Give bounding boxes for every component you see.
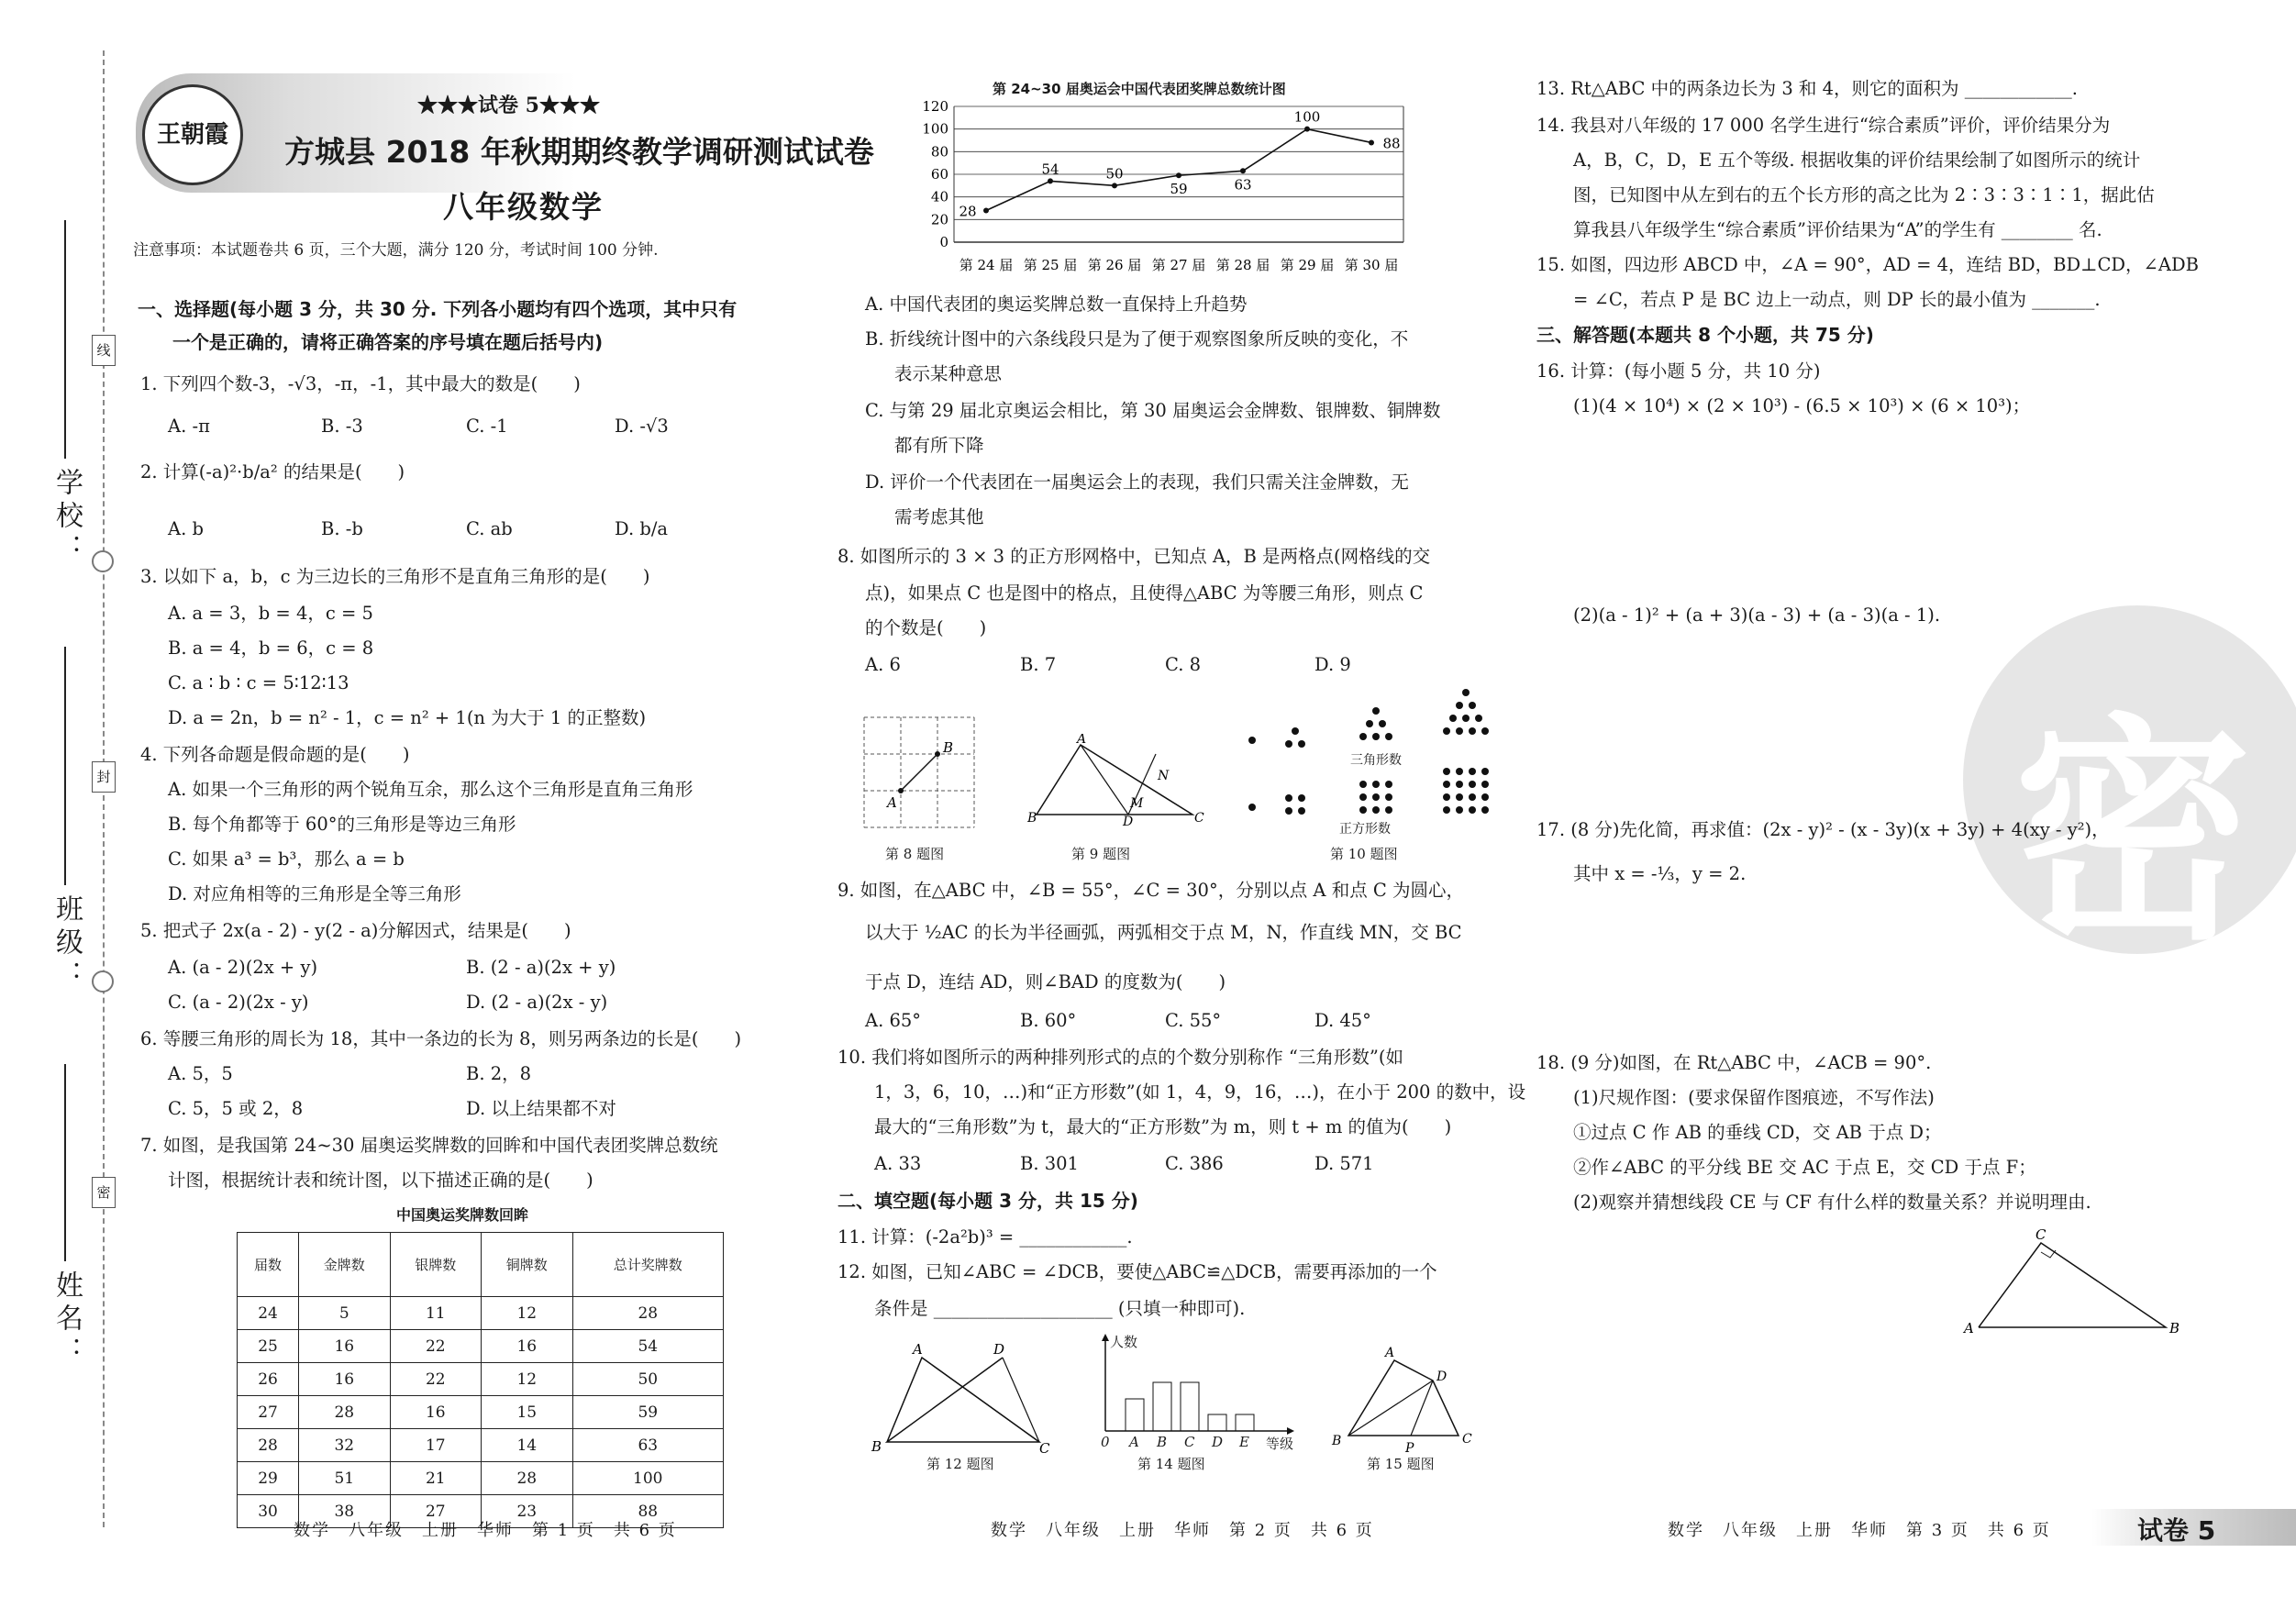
svg-text:D: D xyxy=(1123,815,1134,826)
svg-text:B: B xyxy=(2169,1320,2180,1335)
svg-text:A: A xyxy=(1964,1320,1974,1335)
exam-notice: 注意事项：本试题卷共 6 页，三个大题，满分 120 分，考试时间 100 分钟. xyxy=(133,241,659,260)
medal-table-cell: 88 xyxy=(572,1495,723,1528)
chart-x-tick-label: 第 30 届 xyxy=(1344,257,1399,273)
medal-table-header: 银牌数 xyxy=(390,1233,482,1297)
q7-option-c[interactable]: C. 与第 29 届北京奥运会相比，第 30 届奥运会金牌数、银牌数、铜牌数 xyxy=(865,400,1441,421)
medal-table-cell: 29 xyxy=(238,1462,299,1495)
q6-option-d[interactable]: D. 以上结果都不对 xyxy=(466,1098,616,1119)
q10-option-b[interactable]: B. 301 xyxy=(1020,1153,1079,1174)
chart-title: 第 24~30 届奥运会中国代表团奖牌总数统计图 xyxy=(993,81,1286,97)
figure-14-cat-e: E xyxy=(1239,1434,1249,1450)
svg-text:C: C xyxy=(1039,1440,1050,1457)
q7-stem: 7. 如图，是我国第 24~30 届奥运奖牌数的回眸和中国代表团奖牌总数统 xyxy=(140,1135,718,1156)
seal-word-line: 线 xyxy=(92,335,116,366)
medal-table-cell: 16 xyxy=(482,1330,573,1363)
q10-option-d[interactable]: D. 571 xyxy=(1314,1153,1374,1174)
class-fill-line[interactable] xyxy=(64,647,66,885)
q13-stem: 13. Rt△ABC 中的两条边长为 3 和 4，则它的面积为 ____________. xyxy=(1536,78,2078,99)
q9-stem-1: 9. 如图，在△ABC 中，∠B = 55°，∠C = 30°，分别以点 A 和点 C 为圆心， xyxy=(837,880,1465,901)
chart-y-tick-label: 120 xyxy=(922,99,948,115)
medal-table-row xyxy=(238,1363,724,1396)
q18-line-1: 18. (9 分)如图，在 Rt△ABC 中，∠ACB = 90°. xyxy=(1536,1052,1932,1073)
q14-line-1: 14. 我县对八年级的 17 000 名学生进行“综合素质”评价，评价结果分为 xyxy=(1536,115,2111,136)
medal-table-cell: 12 xyxy=(482,1297,573,1330)
chart-point xyxy=(1369,139,1374,145)
q18-line-4: ②作∠ABC 的平分线 BE 交 AC 于点 E，交 CD 于点 F； xyxy=(1573,1157,2036,1178)
chart-point xyxy=(983,207,989,213)
figure-14-x-label: 等级 xyxy=(1266,1436,1294,1452)
svg-text:B: B xyxy=(1332,1434,1342,1448)
chart-point xyxy=(1112,183,1117,188)
medal-table-cell: 16 xyxy=(299,1330,391,1363)
medal-table-cell: 28 xyxy=(238,1429,299,1462)
figure-14-y-label: 人数 xyxy=(1110,1334,1138,1350)
medal-table-row xyxy=(238,1330,724,1363)
chart-data-label: 28 xyxy=(959,203,977,220)
medal-table-cell: 15 xyxy=(482,1396,573,1429)
binding-ring xyxy=(92,550,114,572)
medal-table-cell: 5 xyxy=(299,1297,391,1330)
medal-table-cell: 50 xyxy=(572,1363,723,1396)
q18-line-3: ①过点 C 作 AB 的垂线 CD，交 AB 于点 D； xyxy=(1573,1122,1942,1143)
medal-table-cell: 14 xyxy=(482,1429,573,1462)
q4-option-c[interactable]: C. 如果 a³ = b³，那么 a = b xyxy=(168,848,405,870)
watermark-text: 密 xyxy=(2013,695,2252,972)
svg-text:C: C xyxy=(2035,1226,2046,1243)
chart-x-tick-label: 第 28 届 xyxy=(1215,257,1270,273)
q4-option-a[interactable]: A. 如果一个三角形的两个锐角互余，那么这个三角形是直角三角形 xyxy=(168,779,693,800)
q9-option-b[interactable]: B. 60° xyxy=(1020,1010,1077,1031)
q18-line-2: (1)尺规作图：(要求保留作图痕迹，不写作法) xyxy=(1573,1087,1935,1108)
footer-page-2: 数学 八年级 上册 华师 第 2 页 共 6 页 xyxy=(991,1521,1374,1540)
figure-15-caption: 第 15 题图 xyxy=(1367,1456,1435,1472)
q16-part-2: (2)(a - 1)² + (a + 3)(a - 3) + (a - 3)(a - 1). xyxy=(1573,604,1941,626)
q9-option-a[interactable]: A. 65° xyxy=(865,1010,922,1031)
figure-14-cat-b: B xyxy=(1157,1434,1168,1450)
q8-option-b[interactable]: B. 7 xyxy=(1020,654,1057,675)
svg-text:C: C xyxy=(1462,1432,1472,1447)
q7-stem-2: 计图，根据统计表和统计图，以下描述正确的是( ) xyxy=(168,1170,593,1191)
q10-option-a[interactable]: A. 33 xyxy=(874,1153,922,1174)
figure-18-right-triangle xyxy=(1958,1225,2188,1335)
chart-y-ticks xyxy=(922,99,948,250)
chart-x-tick-label: 第 25 届 xyxy=(1023,257,1078,273)
brand-logo-text: 王朝霞 xyxy=(156,121,228,149)
q3-option-c[interactable]: C. a ∶ b ∶ c = 5∶12∶13 xyxy=(168,672,349,693)
medal-table-row xyxy=(238,1462,724,1495)
q4-option-d[interactable]: D. 对应角相等的三角形是全等三角形 xyxy=(168,883,461,904)
q10-stem-2: 1，3，6，10，…)和“正方形数”(如 1，4，9，16，…)，在小于 200 的数中，设 xyxy=(874,1081,1526,1103)
svg-text:A: A xyxy=(1385,1346,1395,1360)
medal-table-header: 金牌数 xyxy=(299,1233,391,1297)
class-label: 班级： xyxy=(50,894,83,993)
school-fill-line[interactable] xyxy=(64,220,66,459)
chart-point xyxy=(1048,178,1053,183)
q7-option-c-cont: 都有所下降 xyxy=(894,435,984,456)
chart-x-tick-label: 第 26 届 xyxy=(1087,257,1142,273)
q1-stem: 1. 下列四个数-3，-√3，-π，-1，其中最大的数是( ) xyxy=(140,373,581,394)
medal-table-cell: 11 xyxy=(390,1297,482,1330)
medal-table-cell: 26 xyxy=(238,1363,299,1396)
q5-option-b[interactable]: B. (2 - a)(2x + y) xyxy=(466,957,616,978)
medal-line-chart xyxy=(908,99,1422,283)
medal-table-cell: 24 xyxy=(238,1297,299,1330)
svg-text:M: M xyxy=(1130,796,1144,811)
figure-12-caption: 第 12 题图 xyxy=(926,1456,994,1472)
q7-option-d[interactable]: D. 评价一个代表团在一届奥运会上的表现，我们只需关注金牌数，无 xyxy=(865,471,1409,493)
chart-y-tick-label: 60 xyxy=(930,166,948,183)
figure-14-cat-d: D xyxy=(1212,1434,1224,1450)
figure-14-cat-0: 0 xyxy=(1101,1434,1110,1450)
medal-table-header: 届数 xyxy=(238,1233,299,1297)
q11-stem: 11. 计算：(-2a²b)³ = ____________. xyxy=(837,1226,1133,1248)
medal-table-row xyxy=(238,1297,724,1330)
seal-word-seal: 封 xyxy=(92,761,116,793)
figure-12 xyxy=(867,1339,1050,1458)
figure-15-quadrilateral xyxy=(1330,1344,1481,1458)
q10-stem-1: 10. 我们将如图所示的两种排列形式的点的个数分别称作 “三角形数”(如 xyxy=(837,1047,1403,1068)
medal-table-header: 总计奖牌数 xyxy=(572,1233,723,1297)
figure-14-cat-a: A xyxy=(1129,1434,1139,1450)
medal-table-cell: 21 xyxy=(390,1462,482,1495)
figure-8-caption: 第 8 题图 xyxy=(885,846,945,862)
q8-stem-2: 点)，如果点 C 也是图中的格点，且使得△ABC 为等腰三角形，则点 C xyxy=(865,582,1424,604)
svg-text:C: C xyxy=(1194,811,1204,826)
chart-y-tick-label: 0 xyxy=(939,234,948,250)
q15-line-2: = ∠C，若点 P 是 BC 边上一动点，则 DP 长的最小值为 _______. xyxy=(1573,289,2101,310)
svg-text:A: A xyxy=(913,1341,923,1358)
q9-option-d[interactable]: D. 45° xyxy=(1314,1010,1371,1031)
chart-data-label: 50 xyxy=(1105,165,1124,183)
medal-table-cell: 54 xyxy=(572,1330,723,1363)
q16-part-1: (1)(4 × 10⁴) × (2 × 10³) - (6.5 × 10³) × (6 × 10³)； xyxy=(1573,395,2031,416)
medal-table-cell: 38 xyxy=(299,1495,391,1528)
figure-8-grid xyxy=(862,715,982,835)
q10-stem-3: 最大的“三角形数”为 t，最大的“正方形数”为 m，则 t + m 的值为( ) xyxy=(874,1116,1452,1137)
chart-y-tick-label: 20 xyxy=(930,211,948,228)
q5-option-d[interactable]: D. (2 - a)(2x - y) xyxy=(466,992,608,1013)
school-label: 学校： xyxy=(50,468,83,567)
brand-logo xyxy=(142,84,243,185)
chart-x-tick-label: 第 24 届 xyxy=(959,257,1014,273)
chart-x-ticks xyxy=(959,257,1399,273)
medal-table-cell: 23 xyxy=(482,1495,573,1528)
medal-table-header: 铜牌数 xyxy=(482,1233,573,1297)
q6-option-c[interactable]: C. 5，5 或 2，8 xyxy=(168,1098,304,1119)
q3-option-b[interactable]: B. a = 4，b = 6，c = 8 xyxy=(168,638,374,659)
q5-option-c[interactable]: C. (a - 2)(2x - y) xyxy=(168,992,309,1013)
q1-option-b[interactable]: B. -3 xyxy=(321,416,363,437)
q8-stem-3: 的个数是( ) xyxy=(865,617,987,638)
section-1-title: 一、选择题(每小题 3 分，共 30 分. 下列各小题均有四个选项，其中只有 xyxy=(138,298,738,320)
q6-option-b[interactable]: B. 2，8 xyxy=(466,1063,532,1084)
svg-text:D: D xyxy=(1436,1370,1447,1384)
medal-table-cell: 27 xyxy=(390,1495,482,1528)
medal-table-cell: 32 xyxy=(299,1429,391,1462)
q18-line-5: (2)观察并猜想线段 CE 与 CF 有什么样的数量关系？并说明理由. xyxy=(1573,1192,2091,1213)
chart-y-tick-label: 100 xyxy=(922,120,948,138)
medal-table-cell: 27 xyxy=(238,1396,299,1429)
medal-table-cell: 25 xyxy=(238,1330,299,1363)
medal-table-cell: 16 xyxy=(299,1363,391,1396)
q7-option-b-cont: 表示某种意思 xyxy=(894,363,1003,384)
section-2-title: 二、填空题(每小题 3 分，共 15 分) xyxy=(837,1190,1138,1212)
q5-stem: 5. 把式子 2x(a - 2) - y(2 - a)分解因式，结果是( ) xyxy=(140,920,571,941)
q2-option-a[interactable]: A. b xyxy=(168,518,204,539)
figure-10-caption: 第 10 题图 xyxy=(1330,846,1398,862)
q2-option-c[interactable]: C. ab xyxy=(466,518,513,539)
q2-option-d[interactable]: D. b/a xyxy=(615,518,669,539)
exam-badge: ★★★试卷 5★★★ xyxy=(417,94,600,117)
q8-stem-1: 8. 如图所示的 3 × 3 的正方形网格中，已知点 A，B 是两格点(网格线的交 xyxy=(837,546,1431,567)
medal-table-cell: 22 xyxy=(390,1330,482,1363)
svg-text:D: D xyxy=(993,1341,1005,1358)
medal-table xyxy=(237,1232,724,1528)
medal-table-row xyxy=(238,1396,724,1429)
chart-data-label: 100 xyxy=(1293,108,1321,126)
q12-stem-2: 条件是 ____________________ (只填一种即可). xyxy=(874,1298,1246,1319)
medal-table-cell: 51 xyxy=(299,1462,391,1495)
chart-point xyxy=(1304,127,1310,132)
svg-text:B: B xyxy=(871,1438,882,1455)
q6-stem: 6. 等腰三角形的周长为 18，其中一条边的长为 8，则另两条边的长是( ) xyxy=(140,1028,742,1049)
q17-stem-1: 17. (8 分)先化简，再求值：(2x - y)² - (x - 3y)(x + 3y) + 4(xy - y²)， xyxy=(1536,819,2110,840)
medal-table-cell: 30 xyxy=(238,1495,299,1528)
q2-option-b[interactable]: B. -b xyxy=(321,518,363,539)
footer-page-3: 数学 八年级 上册 华师 第 3 页 共 6 页 xyxy=(1668,1521,2051,1540)
seal-word-secret: 密 xyxy=(92,1177,116,1208)
q1-option-c[interactable]: C. -1 xyxy=(466,416,508,437)
svg-text:P: P xyxy=(1405,1441,1414,1456)
chart-point xyxy=(1176,172,1181,178)
q1-option-a[interactable]: A. -π xyxy=(168,416,210,437)
q8-option-d[interactable]: D. 9 xyxy=(1314,654,1351,675)
section-3-title: 三、解答题(本题共 8 个小题，共 75 分) xyxy=(1536,324,1874,346)
q14-line-4: 算我县八年级学生“综合素质”评价结果为“A”的学生有 ________ 名. xyxy=(1573,219,2102,240)
medal-table-cell: 59 xyxy=(572,1396,723,1429)
subject-title: 八年级数学 xyxy=(443,189,604,225)
q17-stem-2: 其中 x = -⅓，y = 2. xyxy=(1573,863,1747,884)
svg-text:B: B xyxy=(1027,811,1037,826)
exam-title: 方城县 2018 年秋期期终教学调研测试试卷 xyxy=(284,134,874,170)
chart-data-label: 63 xyxy=(1234,176,1252,194)
chart-data-label: 54 xyxy=(1041,161,1059,178)
figure-10-square-label: 正方形数 xyxy=(1339,822,1391,837)
q14-line-3: 图，已知图中从左到右的五个长方形的高之比为 2∶3∶3∶1∶1，据此估 xyxy=(1573,184,2155,205)
medal-table-cell: 12 xyxy=(482,1363,573,1396)
medal-table-cell: 17 xyxy=(390,1429,482,1462)
q3-stem: 3. 以如下 a，b，c 为三边长的三角形不是直角三角形的是( ) xyxy=(140,566,650,587)
chart-y-tick-label: 40 xyxy=(930,188,948,205)
svg-text:N: N xyxy=(1158,769,1170,783)
figure-9-caption: 第 9 题图 xyxy=(1071,846,1131,862)
q14-line-2: A，B，C，D，E 五个等级. 根据收集的评价结果绘制了如图所示的统计 xyxy=(1573,150,2141,171)
q9-stem-2: 以大于 ½AC 的长为半径画弧，两弧相交于点 M，N，作直线 MN，交 BC xyxy=(865,922,1462,943)
q2-stem: 2. 计算(-a)²·b/a² 的结果是( ) xyxy=(140,461,405,482)
q8-option-c[interactable]: C. 8 xyxy=(1165,654,1202,675)
q10-option-c[interactable]: C. 386 xyxy=(1165,1153,1224,1174)
chart-data-label: 88 xyxy=(1382,135,1401,152)
figure-14-cat-c: C xyxy=(1184,1434,1195,1450)
medal-table-cell: 22 xyxy=(390,1363,482,1396)
chart-data-labels xyxy=(959,109,1400,220)
q9-option-c[interactable]: C. 55° xyxy=(1165,1010,1222,1031)
footer-badge: 试卷 5 xyxy=(2137,1515,2216,1546)
q1-option-d[interactable]: D. -√3 xyxy=(615,416,669,437)
q7-option-b[interactable]: B. 折线统计图中的六条线段只是为了便于观察图象所反映的变化，不 xyxy=(865,328,1409,349)
medal-table-cell: 28 xyxy=(299,1396,391,1429)
q3-option-a[interactable]: A. a = 3，b = 4，c = 5 xyxy=(168,603,373,624)
medal-table-cell: 28 xyxy=(482,1462,573,1495)
footer-page-1: 数学 八年级 上册 华师 第 1 页 共 6 页 xyxy=(294,1521,677,1540)
section-1-title-2: 一个是正确的，请将正确答案的序号填在题后括号内) xyxy=(172,331,604,353)
q5-option-a[interactable]: A. (a - 2)(2x + y) xyxy=(168,957,318,978)
medal-table-row xyxy=(238,1429,724,1462)
medal-table-title: 中国奥运奖牌数回眸 xyxy=(396,1206,529,1224)
q7-option-d-cont: 需考虑其他 xyxy=(894,506,984,527)
q12-stem-1: 12. 如图，已知∠ABC = ∠DCB，要使△ABC≌△DCB，需要再添加的一个 xyxy=(837,1261,1437,1282)
medal-table-cell: 100 xyxy=(572,1462,723,1495)
svg-text:A: A xyxy=(887,794,897,811)
medal-table-cell: 63 xyxy=(572,1429,723,1462)
q4-option-b[interactable]: B. 每个角都等于 60°的三角形是等边三角形 xyxy=(168,814,516,835)
q16-stem: 16. 计算：(每小题 5 分，共 10 分) xyxy=(1536,360,1821,382)
svg-text:B: B xyxy=(943,739,954,756)
name-label: 姓名： xyxy=(50,1270,83,1370)
figure-9-triangle xyxy=(1027,734,1206,826)
q6-option-a[interactable]: A. 5，5 xyxy=(168,1063,233,1084)
chart-x-tick-label: 第 29 届 xyxy=(1280,257,1335,273)
chart-y-tick-label: 80 xyxy=(930,143,948,161)
q15-line-1: 15. 如图，四边形 ABCD 中，∠A = 90°，AD = 4，连结 BD，BD⊥CD，∠ADB xyxy=(1536,254,2199,275)
q4-stem: 4. 下列各命题是假命题的是( ) xyxy=(140,744,410,765)
q7-option-a[interactable]: A. 中国代表团的奥运奖牌总数一直保持上升趋势 xyxy=(865,294,1248,315)
name-fill-line[interactable] xyxy=(64,1064,66,1261)
q3-option-d[interactable]: D. a = 2n，b = n² - 1，c = n² + 1(n 为大于 1 的正整数) xyxy=(168,707,647,728)
chart-x-tick-label: 第 27 届 xyxy=(1151,257,1206,273)
medal-table-cell: 16 xyxy=(390,1396,482,1429)
q8-option-a[interactable]: A. 6 xyxy=(865,654,901,675)
binding-ring xyxy=(92,970,114,993)
q9-stem-3: 于点 D，连结 AD，则∠BAD 的度数为( ) xyxy=(865,971,1226,993)
medal-table-cell: 28 xyxy=(572,1297,723,1330)
figure-10-triangle-label: 三角形数 xyxy=(1350,753,1402,768)
watermark-stamp xyxy=(1963,605,2296,972)
svg-text:A: A xyxy=(1077,734,1087,747)
chart-point xyxy=(1240,168,1246,173)
chart-data-label: 59 xyxy=(1170,181,1188,198)
figure-14-caption: 第 14 题图 xyxy=(1137,1456,1205,1472)
